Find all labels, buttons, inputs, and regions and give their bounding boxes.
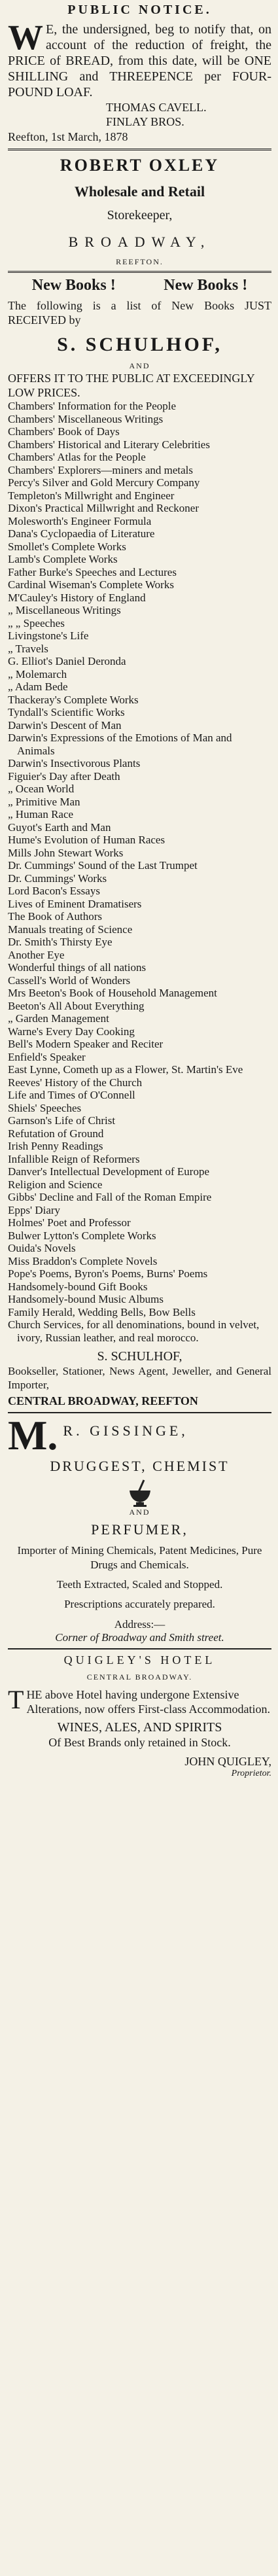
book-list-item: Danver's Intellectual Development of Europe (8, 1165, 210, 1178)
notice-date: Reefton, 1st March, 1878 (8, 130, 128, 143)
gissinge-teeth: Teeth Extracted, Scaled and Stopped. (56, 1578, 223, 1591)
book-list-item: Lamb's Complete Works (8, 553, 118, 565)
hotel-wines-sub: Of Best Brands only retained in Stock. (48, 1736, 231, 1749)
books-and: AND (129, 361, 150, 370)
book-list-item: Livingstone's Life (8, 629, 89, 642)
book-list-item: Infallible Reign of Reformers (8, 1152, 140, 1165)
hotel-proprietor: JOHN QUIGLEY, (184, 1755, 271, 1768)
book-list-item: „ Garden Management (8, 1012, 109, 1025)
hotel-text: HE above Hotel having undergone Extensive Alterations, now offers First-class Accommodation. (26, 1688, 271, 1716)
book-list-item: Handsomely-bound Gift Books (8, 1280, 148, 1293)
notice-signer-2: FINLAY BROS. (106, 115, 184, 128)
gissinge-header (8, 1412, 271, 1458)
book-list-item: Another Eye (8, 948, 65, 961)
book-list-item: Garnson's Life of Christ (8, 1114, 116, 1127)
book-list-item: Manuals treating of Science (8, 923, 133, 936)
book-list-item: Father Burke's Speeches and Lectures (8, 565, 177, 578)
book-list-item: „ Primitive Man (8, 795, 80, 808)
book-list-item: Darwin's Insectivorous Plants (8, 757, 141, 769)
book-list-item: Mills John Stewart Works (8, 846, 124, 859)
book-list-item: Lord Bacon's Essays (8, 885, 100, 897)
oxley-street: BROADWAY, (68, 234, 211, 250)
book-list-item: Molesworth's Engineer Formula (8, 514, 152, 527)
book-list-item: „ Molemarch (8, 667, 67, 680)
book-list-item: Dr. Smith's Thirsty Eye (8, 936, 113, 948)
books-offers: OFFERS IT TO THE PUBLIC AT EXCEEDINGLY LOW PRICES. (8, 372, 254, 399)
mortar-pestle-icon (127, 1479, 153, 1508)
book-list-item: Gibbs' Decline and Fall of the Roman Empire (8, 1191, 212, 1203)
gissinge-ad (8, 1412, 271, 1644)
book-list-item: Bell's Modern Speaker and Reciter (8, 1038, 164, 1050)
book-list-item: Mrs Beeton's Book of Household Management (8, 987, 217, 999)
book-list-item: Religion and Science (8, 1178, 103, 1191)
book-list-item: Smollet's Complete Works (8, 540, 126, 553)
book-list-item: „ Ocean World (8, 783, 75, 795)
oxley-town: REEFTON. (116, 257, 164, 266)
gissinge-trade: DRUGGEST, CHEMIST (50, 1458, 230, 1474)
book-list-item: Cardinal Wiseman's Complete Works (8, 578, 174, 591)
hotel-dropcap: T (8, 1685, 24, 1714)
book-list-item: Chambers' Atlas for the People (8, 451, 146, 463)
hotel-location: CENTRAL BROADWAY. (86, 1672, 193, 1682)
book-list-item: Ouida's Novels (8, 1242, 76, 1254)
book-list-item: Chambers' Miscellaneous Writings (8, 412, 164, 425)
book-list-item: Figuier's Day after Death (8, 769, 120, 783)
books-footer-address: CENTRAL BROADWAY, REEFTON (8, 1394, 198, 1407)
gissinge-desc: Importer of Mining Chemicals, Patent Medicines, Pure Drugs and Chemicals. (17, 1544, 262, 1571)
divider (8, 271, 271, 273)
book-list-item: „ Adam Bede (8, 680, 68, 693)
books-headline-left: New Books ! (31, 277, 116, 294)
book-list-item: Thackeray's Complete Works (8, 693, 139, 706)
book-list-item: Reeves' History of the Church (8, 1076, 143, 1089)
books-headline (8, 277, 271, 294)
gissinge-and: AND (129, 1508, 150, 1517)
book-list-item: Guyot's Earth and Man (8, 820, 111, 834)
book-list (8, 400, 271, 1344)
book-list-item: Chambers' Historical and Literary Celebrities (8, 438, 210, 451)
book-list-item: „ Human Race (8, 808, 74, 820)
public-notice (8, 3, 271, 145)
book-list-item: Cassell's World of Wonders (8, 974, 131, 987)
gissinge-address: Corner of Broadway and Smith street. (55, 1631, 224, 1644)
hotel-proprietor-title: Proprietor. (231, 1769, 271, 1778)
book-list-item: Templeton's Millwright and Engineer (8, 489, 175, 502)
notice-body (8, 18, 271, 100)
gissinge-name: R. GISSINGE, (63, 1422, 188, 1439)
notice-text: E, the undersigned, beg to notify that, on account of the reduction of freight, the PRICE of BREAD, from this date, will be ONE SHILLING and THREEPENCE per FOUR-POUND LOAF. (8, 22, 271, 99)
book-list-item: Chambers' Explorers—miners and metals (8, 463, 194, 476)
oxley-name: ROBERT OXLEY (60, 156, 220, 175)
book-list-item: Bulwer Lytton's Complete Works (8, 1229, 156, 1242)
gissinge-initial: M. (8, 1412, 58, 1458)
books-merchant: S. SCHULHOF, (57, 334, 222, 355)
book-list-item: Family Herald, Wedding Bells, Bow Bells (8, 1305, 196, 1318)
book-list-item: Chambers' Book of Days (8, 425, 120, 438)
book-list-item: M'Cauley's History of England (8, 591, 146, 604)
book-list-item: Dixon's Practical Millwright and Reckoner (8, 502, 199, 514)
book-list-item: Refutation of Ground (8, 1127, 104, 1140)
books-footer-desc: Bookseller, Stationer, News Agent, Jeweller, and General Importer, (8, 1365, 271, 1391)
book-list-item: „ „ Speeches (8, 616, 65, 629)
books-footer-name: S. SCHULHOF, (97, 1349, 182, 1364)
books-ad (8, 277, 271, 1408)
book-list-item: Shiels' Speeches (8, 1101, 82, 1114)
book-list-item: G. Elliot's Daniel Deronda (8, 655, 126, 667)
book-list-item: Handsomely-bound Music Albums (8, 1293, 164, 1305)
book-list-item: The Book of Authors (8, 910, 103, 923)
book-list-item: „ Miscellaneous Writings (8, 604, 121, 616)
hotel-body (8, 1687, 271, 1716)
book-list-item: Pope's Poems, Byron's Poems, Burns' Poems (8, 1267, 208, 1280)
hotel-name: QUIGLEY'S HOTEL (63, 1653, 216, 1667)
notice-dropcap: W (8, 18, 43, 57)
book-list-item: Church Services, for all denominations, bound in velvet, ivory, Russian leather, and real morocco. (8, 1318, 260, 1344)
gissinge-perfumer: PERFUMER, (91, 1521, 188, 1538)
notice-signer-1: THOMAS CAVELL. (106, 101, 207, 114)
book-list-item: Darwin's Expressions of the Emotions of Man and Animals (8, 732, 232, 757)
book-list-item: Life and Times of O'Connell (8, 1089, 135, 1101)
hotel-wines: WINES, ALES, AND SPIRITS (57, 1720, 222, 1735)
book-list-item: Percy's Silver and Gold Mercury Company (8, 476, 200, 489)
book-list-item: Dr. Cummings' Works (8, 872, 107, 885)
hotel-ad (8, 1653, 271, 1779)
book-list-item: Hume's Evolution of Human Races (8, 834, 165, 846)
oxley-trade: Wholesale and Retail (74, 183, 205, 200)
book-list-item: Dr. Cummings' Sound of the Last Trumpet (8, 859, 198, 872)
book-list-item: Wonderful things of all nations (8, 961, 147, 974)
gissinge-prescriptions: Prescriptions accurately prepared. (64, 1598, 215, 1610)
book-list-item: Darwin's Descent of Man (8, 718, 122, 732)
book-list-item: Holmes' Poet and Professor (8, 1216, 131, 1229)
oxley-occupation: Storekeeper, (107, 208, 173, 222)
book-list-item: „ Travels (8, 642, 48, 655)
book-list-item: Dana's Cyclopaedia of Literature (8, 527, 155, 540)
oxley-ad (8, 156, 271, 267)
gissinge-address-label: Address:— (114, 1618, 165, 1631)
books-intro: The following is a list of New Books JUST RECEIVED by (8, 299, 271, 326)
notice-title: PUBLIC NOTICE. (67, 3, 212, 17)
book-list-item: Warne's Every Day Cooking (8, 1025, 135, 1038)
book-list-item: Enfield's Speaker (8, 1050, 86, 1063)
divider (8, 1648, 271, 1650)
book-list-item: Tyndall's Scientific Works (8, 706, 125, 718)
book-list-item: East Lynne, Cometh up as a Flower, St. Martin's Eve (8, 1063, 243, 1076)
divider (8, 149, 271, 150)
book-list-item: Irish Penny Readings (8, 1140, 103, 1152)
book-list-item: Miss Braddon's Complete Novels (8, 1254, 158, 1267)
book-list-item: Epps' Diary (8, 1203, 61, 1216)
books-headline-right: New Books ! (164, 277, 248, 294)
book-list-item: Lives of Eminent Dramatisers (8, 897, 142, 910)
book-list-item: Beeton's All About Everything (8, 999, 145, 1012)
book-list-item: Chambers' Information for the People (8, 400, 177, 412)
